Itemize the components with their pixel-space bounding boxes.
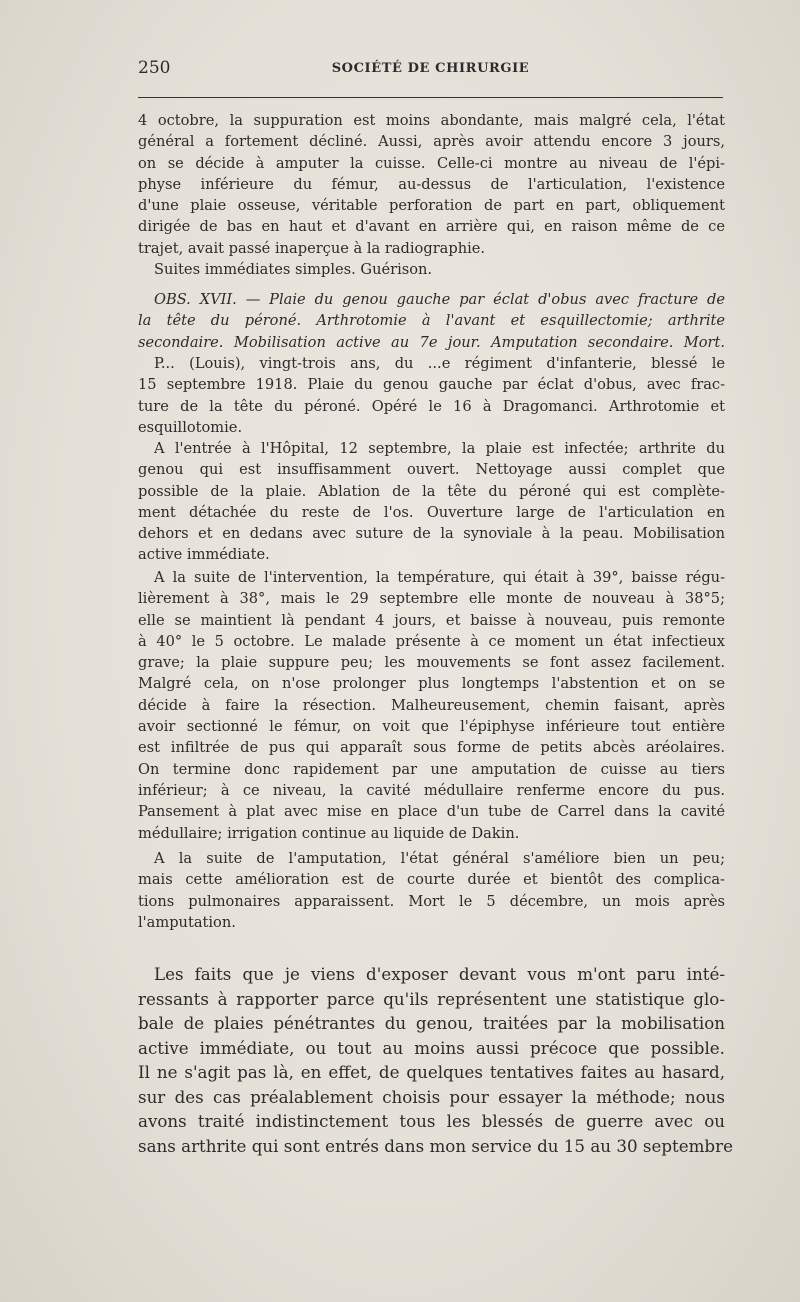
text-line: esquillotomie. (138, 418, 243, 436)
text-line: grave; la plaie suppure peu; les mouvements se font assez facilement. (138, 654, 725, 672)
text-line: sans arthrite qui sont entrés dans mon service du 15 au 30 septembre (138, 1135, 733, 1156)
text-line: mais cette amélioration est de courte durée et bientôt des complica- (138, 871, 725, 889)
text-line: d'une plaie osseuse, véritable perforation de part en part, obliquement (138, 197, 725, 215)
page-header (138, 58, 723, 86)
text-line: Pansement à plat avec mise en place d'un tube de Carrel dans la cavité (138, 803, 725, 821)
text-line: OBS. XVII. — Plaie du genou gauche par éclat d'obus avec fracture de (154, 291, 725, 308)
text-line: ment détachée du reste de l'os. Ouverture large de l'articulation en (138, 503, 725, 521)
text-line: trajet, avait passé inaperçue à la radiographie. (138, 239, 486, 257)
paragraph-patient (138, 353, 725, 438)
text-line: décide à faire la résection. Malheureusement, chemin faisant, après (138, 696, 725, 714)
text-line: avoir sectionné le fémur, on voit que l'épiphyse inférieure tout entière (138, 718, 725, 736)
text-line: la tête du péroné. Arthrotomie à l'avant et esquillectomie; arthrite (138, 312, 725, 330)
text-line: Les faits que je viens d'exposer devant vous m'ont paru inté- (154, 964, 725, 984)
text-line: ressants à rapporter parce qu'ils représentent une statistique glo- (138, 988, 725, 1009)
text-line: P... (Louis), vingt-trois ans, du ...e régiment d'infanterie, blessé le (154, 355, 725, 372)
paragraph-suite (138, 567, 725, 844)
paragraph-entry (138, 438, 725, 566)
text-line: elle se maintient là pendant 4 jours, et baisse à nouveau, puis remonte (138, 611, 725, 629)
text-line: lièrement à 38°, mais le 29 septembre elle monte de nouveau à 38°5; (138, 590, 725, 608)
text-line: A la suite de l'intervention, la température, qui était à 39°, baisse régu- (154, 569, 725, 586)
text-line: l'amputation. (138, 913, 236, 931)
text-line: active immédiate. (138, 546, 270, 564)
running-title: SOCIÉTÉ DE CHIRURGIE (331, 61, 530, 76)
paragraph-main (138, 962, 733, 1158)
text-line: genou qui est insuffisamment ouvert. Nettoyage aussi complet que (138, 461, 725, 479)
text-line: inférieur; à ce niveau, la cavité médullaire renferme encore du pus. (138, 781, 725, 799)
paragraph-intro (138, 110, 725, 280)
text-line: active immédiate, ou tout au moins aussi précoce que possible. (138, 1037, 725, 1058)
paragraph-final (138, 848, 725, 933)
text-line: possible de la plaie. Ablation de la tête du péroné qui est complète- (138, 482, 725, 500)
text-line: bale de plaies pénétrantes du genou, traitées par la mobilisation (138, 1013, 725, 1033)
text-line: est infiltrée de pus qui apparaît sous forme de petits abcès aréolaires. (138, 739, 725, 757)
text-line: dirigée de bas en haut et d'avant en arrière qui, en raison même de ce (138, 218, 725, 236)
text-line: avons traité indistinctement tous les blessés de guerre avec ou (138, 1111, 725, 1131)
text-line: à 40° le 5 octobre. Le malade présente à ce moment un état infectieux (138, 632, 725, 650)
text-line: Suites immédiates simples. Guérison. (154, 261, 433, 279)
text-line: on se décide à amputer la cuisse. Celle-ci montre au niveau de l'épi- (138, 154, 725, 172)
text-line: sur des cas préalablement choisis pour essayer la méthode; nous (138, 1086, 725, 1107)
text-line: Malgré cela, on n'ose prolonger plus longtemps l'abstention et on se (138, 675, 725, 693)
text-line: général a fortement décliné. Aussi, après avoir attendu encore 3 jours, (138, 133, 725, 151)
text-line: physe inférieure du fémur, au-dessus de l'articulation, l'existence (138, 175, 725, 193)
header-rule (138, 97, 723, 98)
text-line: Il ne s'agit pas là, en effet, de quelques tentatives faites au hasard, (138, 1062, 725, 1082)
page-number: 250 (138, 58, 171, 78)
observation-title (138, 289, 725, 353)
text-line: secondaire. Mobilisation active au 7e jour. Amputation secondaire. Mort. (138, 333, 725, 351)
text-line: On termine donc rapidement par une amputation de cuisse au tiers (138, 760, 725, 778)
text-line: A la suite de l'amputation, l'état général s'améliore bien un peu; (154, 850, 725, 867)
text-line: 15 septembre 1918. Plaie du genou gauche par éclat d'obus, avec frac- (138, 376, 725, 394)
text-line: dehors et en dedans avec suture de la synoviale à la peau. Mobilisation (138, 525, 725, 543)
text-line: ture de la tête du péroné. Opéré le 16 à Dragomanci. Arthrotomie et (138, 397, 725, 415)
text-line: 4 octobre, la suppuration est moins abondante, mais malgré cela, l'état (138, 112, 725, 129)
text-line: A l'entrée à l'Hôpital, 12 septembre, la plaie est infectée; arthrite du (154, 440, 725, 457)
text-line: tions pulmonaires apparaissent. Mort le 5 décembre, un mois après (138, 892, 725, 910)
text-line: médullaire; irrigation continue au liquide de Dakin. (138, 824, 520, 842)
